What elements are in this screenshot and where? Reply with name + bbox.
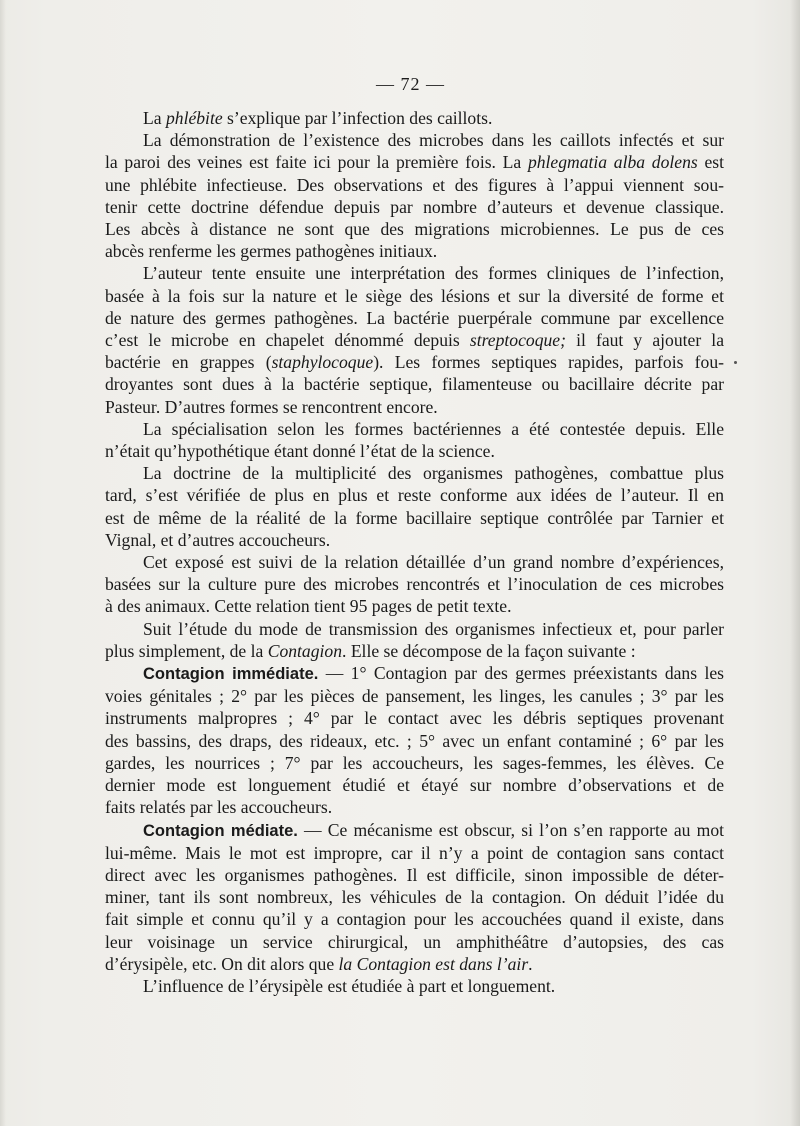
text-run: fait simple et connu qu’il y a contagion pour les accouchées quand il existe, dans — [105, 909, 724, 930]
text-run: dernier mode est longuement étudié et étayé sur nombre d’observations et de — [105, 775, 724, 796]
text-line — [105, 373, 724, 395]
italic-term: staphylocoque — [271, 352, 374, 373]
text-run: L’influence de l’érysipèle est étudiée à part et longuement. — [143, 975, 556, 996]
text-line — [105, 595, 724, 617]
section-heading: Contagion immédiate. — [143, 665, 319, 684]
text-line — [105, 329, 724, 351]
text-run: Cet exposé est suivi de la relation détaillée d’un grand nombre d’expériences, — [143, 552, 724, 573]
page-edge-shadow-right — [790, 0, 800, 1126]
text-line — [105, 307, 724, 329]
text-run: abcès renferme les germes pathogènes initiaux. — [105, 241, 438, 262]
text-run: il faut y ajouter la — [565, 330, 724, 351]
text-line — [105, 418, 724, 440]
body-text — [105, 107, 724, 997]
text-run: n’était qu’hypothétique étant donné l’état de la science. — [105, 441, 495, 462]
text-line — [105, 351, 724, 373]
text-line — [105, 886, 724, 908]
page-number: — 72 — — [376, 74, 445, 94]
text-run: Vignal, et d’autres accoucheurs. — [105, 529, 331, 550]
text-run: est — [697, 152, 724, 173]
text-line — [105, 196, 724, 218]
text-run: c’est le microbe en chapelet dénommé depuis — [105, 330, 470, 351]
italic-term: phlébite — [165, 108, 223, 128]
text-run: ). Les formes septiques rapides, parfois fou- — [373, 352, 724, 373]
text-line — [105, 796, 724, 818]
text-run: La démonstration de l’existence des microbes dans les caillots infectés et sur — [143, 130, 724, 151]
italic-term: streptocoque; — [469, 330, 566, 351]
text-line — [105, 774, 724, 796]
text-line — [105, 864, 724, 886]
text-run: miner, tant ils sont nombreux, les véhicules de la contagion. On déduit l’idée du — [105, 887, 724, 908]
text-line — [105, 285, 724, 307]
text-line — [105, 440, 724, 462]
text-run: faits relatés par les accoucheurs. — [105, 797, 333, 818]
text-run: la paroi des veines est faite ici pour la première fois. La — [105, 152, 528, 173]
text-line — [105, 730, 724, 752]
text-line — [105, 218, 724, 240]
text-line — [105, 618, 724, 640]
text-run: est de même de la réalité de la forme bacillaire septique contrôlée par Tarnier et — [105, 507, 724, 528]
text-run: . — [528, 953, 533, 974]
text-line — [105, 174, 724, 196]
page-edge-shadow-left — [0, 0, 6, 1126]
text-run: gardes, les nourrices ; 7° par les accoucheurs, les sages-femmes, les élèves. Ce — [105, 752, 724, 773]
text-run: de nature des germes pathogènes. La bactérie puerpérale commune par excellence — [105, 307, 724, 328]
text-run: tenir cette doctrine défendue depuis par nombre d’auteurs et devenue classique. — [105, 196, 724, 217]
text-run: lui-même. Mais le mot est impropre, car il n’y a point de contagion sans contact — [105, 842, 724, 863]
text-run: Suit l’étude du mode de transmission des organismes infectieux et, pour parler — [143, 618, 724, 639]
text-line — [105, 262, 724, 284]
text-line — [105, 507, 724, 529]
ink-speck — [734, 361, 737, 364]
text-line — [105, 975, 724, 997]
text-run: La doctrine de la multiplicité des organismes pathogènes, combattue plus — [143, 463, 724, 484]
text-run: leur voisinage un service chirurgical, un amphithéâtre d’autopsies, des cas — [105, 931, 724, 952]
text-run: basées sur la culture pure des microbes rencontrés et l’inoculation de ces microbes — [105, 574, 724, 595]
text-run: — 1° Contagion par des germes préexistants dans les — [318, 663, 724, 684]
text-run: direct avec les organismes pathogènes. Il est difficile, sinon impossible de déter- — [105, 864, 724, 885]
text-line — [105, 953, 724, 975]
text-run: L’auteur tente ensuite une interprétation des formes cliniques de l’infection, — [143, 263, 724, 284]
italic-term: Contagion — [267, 640, 343, 661]
text-line — [105, 396, 724, 418]
text-line — [105, 151, 724, 173]
italic-term: la Contagion est dans l’air — [338, 953, 529, 974]
text-line — [105, 129, 724, 151]
text-line — [105, 685, 724, 707]
text-run: tard, s’est vérifiée de plus en plus et reste conforme aux idées de l’auteur. Il en — [105, 485, 724, 506]
text-run: plus simplement, de la — [105, 640, 268, 661]
text-line — [105, 752, 724, 774]
text-line — [105, 573, 724, 595]
text-run: s’explique par l’infection des caillots. — [222, 108, 493, 128]
text-run: voies génitales ; 2° par les pièces de pansement, les linges, les canules ; 3° par les — [105, 686, 724, 707]
text-run: Pasteur. D’autres formes se rencontrent encore. — [105, 396, 438, 417]
text-run: La — [143, 108, 166, 128]
text-run: droyantes sont dues à la bactérie septique, filamenteuse ou bacillaire décrite par — [105, 374, 724, 395]
text-line — [105, 662, 724, 685]
text-line — [105, 240, 724, 262]
text-run: une phlébite infectieuse. Des observations et des figures à l’appui viennent sou- — [105, 174, 724, 195]
text-line — [105, 819, 724, 842]
text-run: — Ce mécanisme est obscur, si l’on s’en rapporte au mot — [297, 819, 725, 840]
text-line — [105, 931, 724, 953]
text-line — [105, 529, 724, 551]
text-run: La spécialisation selon les formes bactériennes a été contestée depuis. Elle — [143, 418, 724, 439]
text-line — [105, 484, 724, 506]
text-line — [105, 908, 724, 930]
text-run: des bassins, des draps, des rideaux, etc. ; 5° avec un enfant contaminé ; 6° par les — [105, 730, 724, 751]
text-run: basée à la fois sur la nature et le siège des lésions et sur la diversité de forme et — [105, 285, 724, 306]
text-run: d’érysipèle, etc. On dit alors que — [105, 953, 339, 974]
text-line — [105, 707, 724, 729]
text-line — [105, 640, 724, 662]
section-heading: Contagion médiate. — [143, 821, 298, 840]
text-run: Les abcès à distance ne sont que des migrations microbiennes. Le pus de ces — [105, 219, 724, 240]
text-run: à des animaux. Cette relation tient 95 pages de petit texte. — [105, 596, 512, 617]
text-run: bactérie en grappes ( — [105, 352, 272, 373]
text-line — [105, 842, 724, 864]
italic-term: phlegmatia alba dolens — [527, 152, 698, 173]
text-line — [105, 107, 724, 129]
text-line — [105, 551, 724, 573]
text-run: instruments malpropres ; 4° par le contact avec les débris septiques provenant — [105, 708, 724, 729]
text-line — [105, 462, 724, 484]
text-run: . Elle se décompose de la façon suivante : — [342, 640, 636, 661]
